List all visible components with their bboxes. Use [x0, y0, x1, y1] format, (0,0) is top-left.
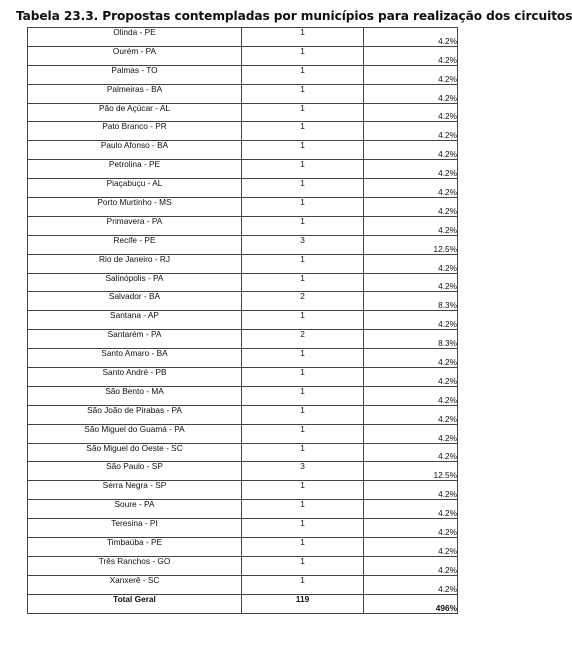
- city-cell: Olinda - PE: [28, 28, 242, 47]
- table-row: [28, 481, 458, 500]
- count-cell: 1: [242, 538, 364, 557]
- table-row: [28, 424, 458, 443]
- count-cell: 1: [242, 141, 364, 160]
- table-row: [28, 386, 458, 405]
- count-cell: 1: [242, 500, 364, 519]
- percent-cell: 4.2%: [364, 103, 458, 122]
- percent-cell: 496%: [364, 594, 458, 613]
- count-cell: 1: [242, 368, 364, 387]
- count-cell: 1: [242, 519, 364, 538]
- percent-cell: 4.2%: [364, 141, 458, 160]
- count-cell: 1: [242, 179, 364, 198]
- percent-cell: 4.2%: [364, 424, 458, 443]
- table-row: [28, 46, 458, 65]
- city-cell: Total Geral: [28, 594, 242, 613]
- percent-cell: 4.2%: [364, 368, 458, 387]
- table-row: [28, 330, 458, 349]
- table-row: [28, 28, 458, 47]
- percent-cell: 4.2%: [364, 46, 458, 65]
- percent-cell: 4.2%: [364, 556, 458, 575]
- city-cell: Santo Amaro - BA: [28, 349, 242, 368]
- table-row: [28, 160, 458, 179]
- count-cell: 1: [242, 198, 364, 217]
- city-cell: Palmeiras - BA: [28, 84, 242, 103]
- count-cell: 2: [242, 330, 364, 349]
- municipalities-table: [27, 27, 458, 614]
- percent-cell: 4.2%: [364, 311, 458, 330]
- table-row: [28, 462, 458, 481]
- percent-cell: 4.2%: [364, 500, 458, 519]
- city-cell: Serra Negra - SP: [28, 481, 242, 500]
- count-cell: 1: [242, 160, 364, 179]
- city-cell: Rio de Janeiro - RJ: [28, 254, 242, 273]
- percent-cell: 4.2%: [364, 386, 458, 405]
- city-cell: Recife - PE: [28, 235, 242, 254]
- count-cell: 1: [242, 28, 364, 47]
- percent-cell: 4.2%: [364, 481, 458, 500]
- table-row: [28, 556, 458, 575]
- count-cell: 1: [242, 254, 364, 273]
- table-row: [28, 235, 458, 254]
- percent-cell: 4.2%: [364, 273, 458, 292]
- city-cell: Xanxerê - SC: [28, 575, 242, 594]
- city-cell: Salvador - BA: [28, 292, 242, 311]
- city-cell: Teresina - PI: [28, 519, 242, 538]
- city-cell: Santarém - PA: [28, 330, 242, 349]
- count-cell: 1: [242, 84, 364, 103]
- city-cell: São João de Pirabas - PA: [28, 405, 242, 424]
- count-cell: 1: [242, 216, 364, 235]
- table-row: [28, 141, 458, 160]
- percent-cell: 4.2%: [364, 405, 458, 424]
- total-row: [28, 594, 458, 613]
- percent-cell: 4.2%: [364, 122, 458, 141]
- table-row: [28, 216, 458, 235]
- table-row: [28, 65, 458, 84]
- table-row: [28, 538, 458, 557]
- table-row: [28, 292, 458, 311]
- count-cell: 2: [242, 292, 364, 311]
- count-cell: 1: [242, 122, 364, 141]
- city-cell: Primavera - PA: [28, 216, 242, 235]
- city-cell: Palmas - TO: [28, 65, 242, 84]
- count-cell: 3: [242, 235, 364, 254]
- percent-cell: 4.2%: [364, 254, 458, 273]
- table-row: [28, 519, 458, 538]
- percent-cell: 4.2%: [364, 84, 458, 103]
- table-title: Tabela 23.3. Propostas contempladas por municípios para realização dos circuitos: [16, 9, 572, 23]
- count-cell: 1: [242, 424, 364, 443]
- percent-cell: 4.2%: [364, 349, 458, 368]
- table-row: [28, 500, 458, 519]
- table-row: [28, 103, 458, 122]
- table-row: [28, 405, 458, 424]
- count-cell: 1: [242, 311, 364, 330]
- city-cell: Santana - AP: [28, 311, 242, 330]
- percent-cell: 4.2%: [364, 28, 458, 47]
- percent-cell: 4.2%: [364, 575, 458, 594]
- city-cell: São Miguel do Oeste - SC: [28, 443, 242, 462]
- table-row: [28, 84, 458, 103]
- count-cell: 1: [242, 575, 364, 594]
- city-cell: São Bento - MA: [28, 386, 242, 405]
- city-cell: Petrolina - PE: [28, 160, 242, 179]
- table-body: [28, 28, 458, 614]
- percent-cell: 4.2%: [364, 216, 458, 235]
- count-cell: 1: [242, 386, 364, 405]
- table-row: [28, 311, 458, 330]
- percent-cell: 4.2%: [364, 160, 458, 179]
- table-row: [28, 198, 458, 217]
- table-row: [28, 349, 458, 368]
- city-cell: São Miguel do Guamá - PA: [28, 424, 242, 443]
- table-row: [28, 254, 458, 273]
- city-cell: Piaçabuçu - AL: [28, 179, 242, 198]
- city-cell: Três Ranchos - GO: [28, 556, 242, 575]
- percent-cell: 4.2%: [364, 443, 458, 462]
- city-cell: Soure - PA: [28, 500, 242, 519]
- table-row: [28, 122, 458, 141]
- city-cell: Ourém - PA: [28, 46, 242, 65]
- city-cell: Porto Murtinho - MS: [28, 198, 242, 217]
- table-row: [28, 273, 458, 292]
- percent-cell: 8.3%: [364, 292, 458, 311]
- percent-cell: 4.2%: [364, 65, 458, 84]
- city-cell: São Paulo - SP: [28, 462, 242, 481]
- percent-cell: 12.5%: [364, 462, 458, 481]
- count-cell: 1: [242, 349, 364, 368]
- city-cell: Pão de Açúcar - AL: [28, 103, 242, 122]
- city-cell: Pato Branco - PR: [28, 122, 242, 141]
- table-row: [28, 368, 458, 387]
- count-cell: 1: [242, 556, 364, 575]
- count-cell: 1: [242, 443, 364, 462]
- count-cell: 1: [242, 46, 364, 65]
- table-row: [28, 575, 458, 594]
- count-cell: 1: [242, 273, 364, 292]
- city-cell: Timbaúba - PE: [28, 538, 242, 557]
- city-cell: Salinópolis - PA: [28, 273, 242, 292]
- count-cell: 119: [242, 594, 364, 613]
- count-cell: 1: [242, 103, 364, 122]
- table-row: [28, 179, 458, 198]
- percent-cell: 4.2%: [364, 519, 458, 538]
- city-cell: Santo André - PB: [28, 368, 242, 387]
- count-cell: 1: [242, 481, 364, 500]
- percent-cell: 4.2%: [364, 198, 458, 217]
- percent-cell: 4.2%: [364, 179, 458, 198]
- count-cell: 1: [242, 65, 364, 84]
- count-cell: 3: [242, 462, 364, 481]
- city-cell: Paulo Afonso - BA: [28, 141, 242, 160]
- percent-cell: 8.3%: [364, 330, 458, 349]
- count-cell: 1: [242, 405, 364, 424]
- percent-cell: 12.5%: [364, 235, 458, 254]
- percent-cell: 4.2%: [364, 538, 458, 557]
- table-row: [28, 443, 458, 462]
